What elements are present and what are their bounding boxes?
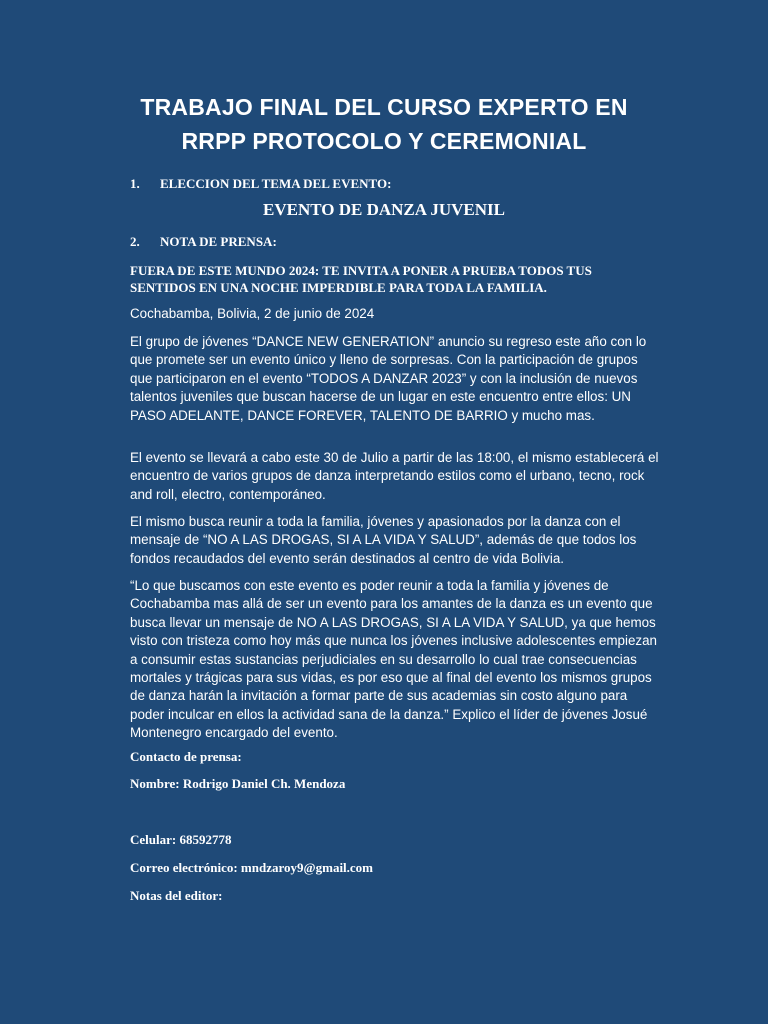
contact-email: Correo electrónico: mndzaroy9@gmail.com bbox=[130, 860, 374, 875]
event-title: EVENTO DE DANZA JUVENIL bbox=[263, 200, 505, 219]
title-line-1: TRABAJO FINAL DEL CURSO EXPERTO EN bbox=[140, 94, 628, 120]
contact-name: Nombre: Rodrigo Daniel Ch. Mendoza bbox=[130, 776, 346, 791]
section-2-number: 2. bbox=[130, 234, 140, 249]
paragraph-4: “Lo que buscamos con este evento es poder reunir a toda la familia y jóvenes de Cochabamba mas allá de ser un evento para los amantes de la danza es un evento que busca llevar un mensaje de NO A LAS DROGAS, SI A LA VIDA Y SALUD, ya que hemos visto con tristeza como hoy más que nunca los jóvenes inclusive adolescentes empiezan a consumir estas sustancias perjudiciales en su desarrollo lo cual trae consecuencias mortales y trágicas para sus vidas, es por eso que al final del evento los mismos grupos de danza harán la invitación a formar parte de sus academias sin costo alguno para poder inculcar en ellos la actividad sana de la danza.” Explico el líder de jóvenes Josué Montenegro encargado del evento. bbox=[130, 578, 657, 741]
section-1-label: ELECCION DEL TEMA DEL EVENTO: bbox=[160, 176, 392, 191]
section-2-label: NOTA DE PRENSA: bbox=[160, 234, 277, 249]
dateline: Cochabamba, Bolivia, 2 de junio de 2024 bbox=[130, 306, 375, 321]
section-2-heading bbox=[130, 234, 277, 250]
paragraph-3: El mismo busca reunir a toda la familia, jóvenes y apasionados por la danza con el mensaje de “NO A LAS DROGAS, SI A LA VIDA Y SALUD”, además de que todos los fondos recaudados del evento serán destinados al centro de vida Bolivia. bbox=[130, 514, 637, 566]
paragraph-1: El grupo de jóvenes “DANCE NEW GENERATION” anuncio su regreso este año con lo que promete ser un evento único y lleno de sorpresas. Con la participación de grupos que participaron en el evento “TODOS A DANZAR 2023” y con la inclusión de nuevos talentos juveniles que buscan hacerse de un lugar en este encuentro entre ellos: UN PASO ADELANTE, DANCE FOREVER, TALENTO DE BARRIO y mucho mas. bbox=[130, 334, 647, 423]
document-title bbox=[90, 90, 678, 158]
contact-heading: Contacto de prensa: bbox=[130, 749, 242, 764]
press-headline: FUERA DE ESTE MUNDO 2024: TE INVITA A PONER A PRUEBA TODOS TUS SENTIDOS EN UNA NOCHE IMPERDIBLE PARA TODA LA FAMILIA. bbox=[130, 263, 592, 295]
paragraph-2: El evento se llevará a cabo este 30 de Julio a partir de las 18:00, el mismo establecerá el encuentro de varios grupos de danza interpretando estilos como el urbano, tecno, rock and roll, electro, contemporáneo. bbox=[130, 450, 659, 502]
title-line-2: RRPP PROTOCOLO Y CEREMONIAL bbox=[181, 128, 587, 154]
contact-phone: Celular: 68592778 bbox=[130, 832, 232, 847]
section-1-heading bbox=[130, 176, 391, 192]
section-1-number: 1. bbox=[130, 176, 140, 191]
editor-notes: Notas del editor: bbox=[130, 888, 223, 903]
